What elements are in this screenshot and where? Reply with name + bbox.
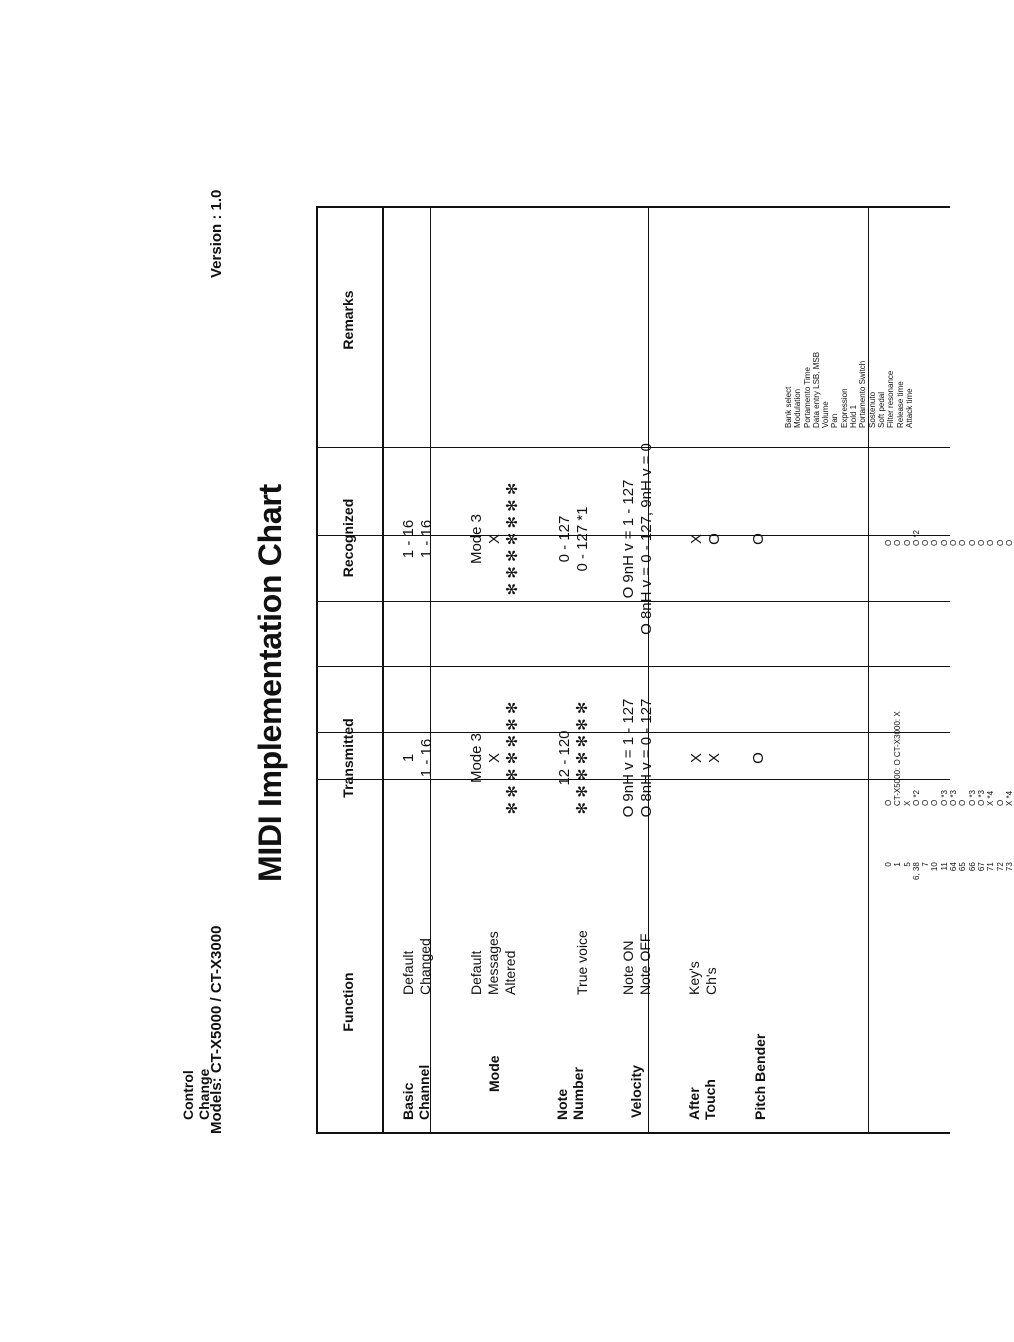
pitch-bender-recognized: O [750, 533, 767, 545]
basic-channel-transmitted: 1 1 - 16 [400, 738, 435, 778]
after-touch-recognized: X O [688, 533, 723, 545]
version-label: Version : 1.0 [208, 189, 225, 278]
control-change-numbers: 0 1 5 6, 38 7 10 11 64 65 66 67 71 72 73 [884, 862, 1014, 880]
after-touch-transmitted: X X [688, 753, 723, 764]
velocity-recognized: O 9nH v = 1 - 127 O 8nH v = 0 - 127, 9nH v = 0 [620, 443, 655, 635]
note-number-recognized: 0 - 127 0 - 127 *1 [556, 506, 591, 572]
header-transmitted: Transmitted [340, 718, 356, 798]
header-function: Function [340, 972, 356, 1032]
after-touch-label: After Touch [686, 1079, 718, 1120]
control-change-transmitted: O CT-X5000: O CT-X3000: X X O *2 O O O *3 O *3 O O *3 O *3 X *4 O X *4 [884, 711, 1014, 806]
models-label: Models: CT-X5000 / CT-X3000 [208, 925, 225, 1134]
velocity-transmitted: O 9nH v = 1 - 127 O 8nH v = 0 - 127 [620, 698, 655, 818]
note-number-label: Note Number [554, 1067, 586, 1120]
after-touch-sub: Key's Ch's [686, 961, 719, 995]
basic-channel-label: Basic Channel [400, 1064, 432, 1120]
control-change-remarks: Bank select Modulation Portamento Time Data entry LSB, MSB Volume Pan Expression Hold 1 Portamento Switch Sostenuto Soft pedal Filter resonance Release time Attack time [784, 351, 914, 428]
pitch-bender-transmitted: O [750, 752, 767, 764]
page-title: MIDI Implementation Chart [252, 484, 288, 882]
header-remarks: Remarks [340, 290, 356, 350]
header-recognized: Recognized [340, 498, 356, 578]
velocity-sub: Note ON Note OFF [620, 933, 653, 995]
note-number-sub: True voice [574, 930, 590, 995]
control-change-recognized: O O O O *2 O O O O O O O O O O [884, 529, 1014, 546]
mode-recognized: Mode 3 X ✻ ✻ ✻ ✻ ✻ ✻ ✻ [468, 482, 521, 596]
mode-transmitted: Mode 3 X ✻ ✻ ✻ ✻ ✻ ✻ ✻ [468, 701, 521, 815]
control-change-label: Control Change [180, 1068, 212, 1120]
basic-channel-sub: Default Changed [400, 938, 433, 995]
note-number-transmitted: 12 - 120 ✻ ✻ ✻ ✻ ✻ ✻ ✻ [556, 701, 591, 815]
basic-channel-recognized: 1 - 16 1 - 16 [400, 519, 435, 559]
pitch-bender-label: Pitch Bender [752, 1033, 768, 1120]
velocity-label: Velocity [628, 1065, 644, 1118]
mode-sub: Default Messages Altered [468, 931, 518, 995]
mode-label: Mode [486, 1055, 502, 1092]
